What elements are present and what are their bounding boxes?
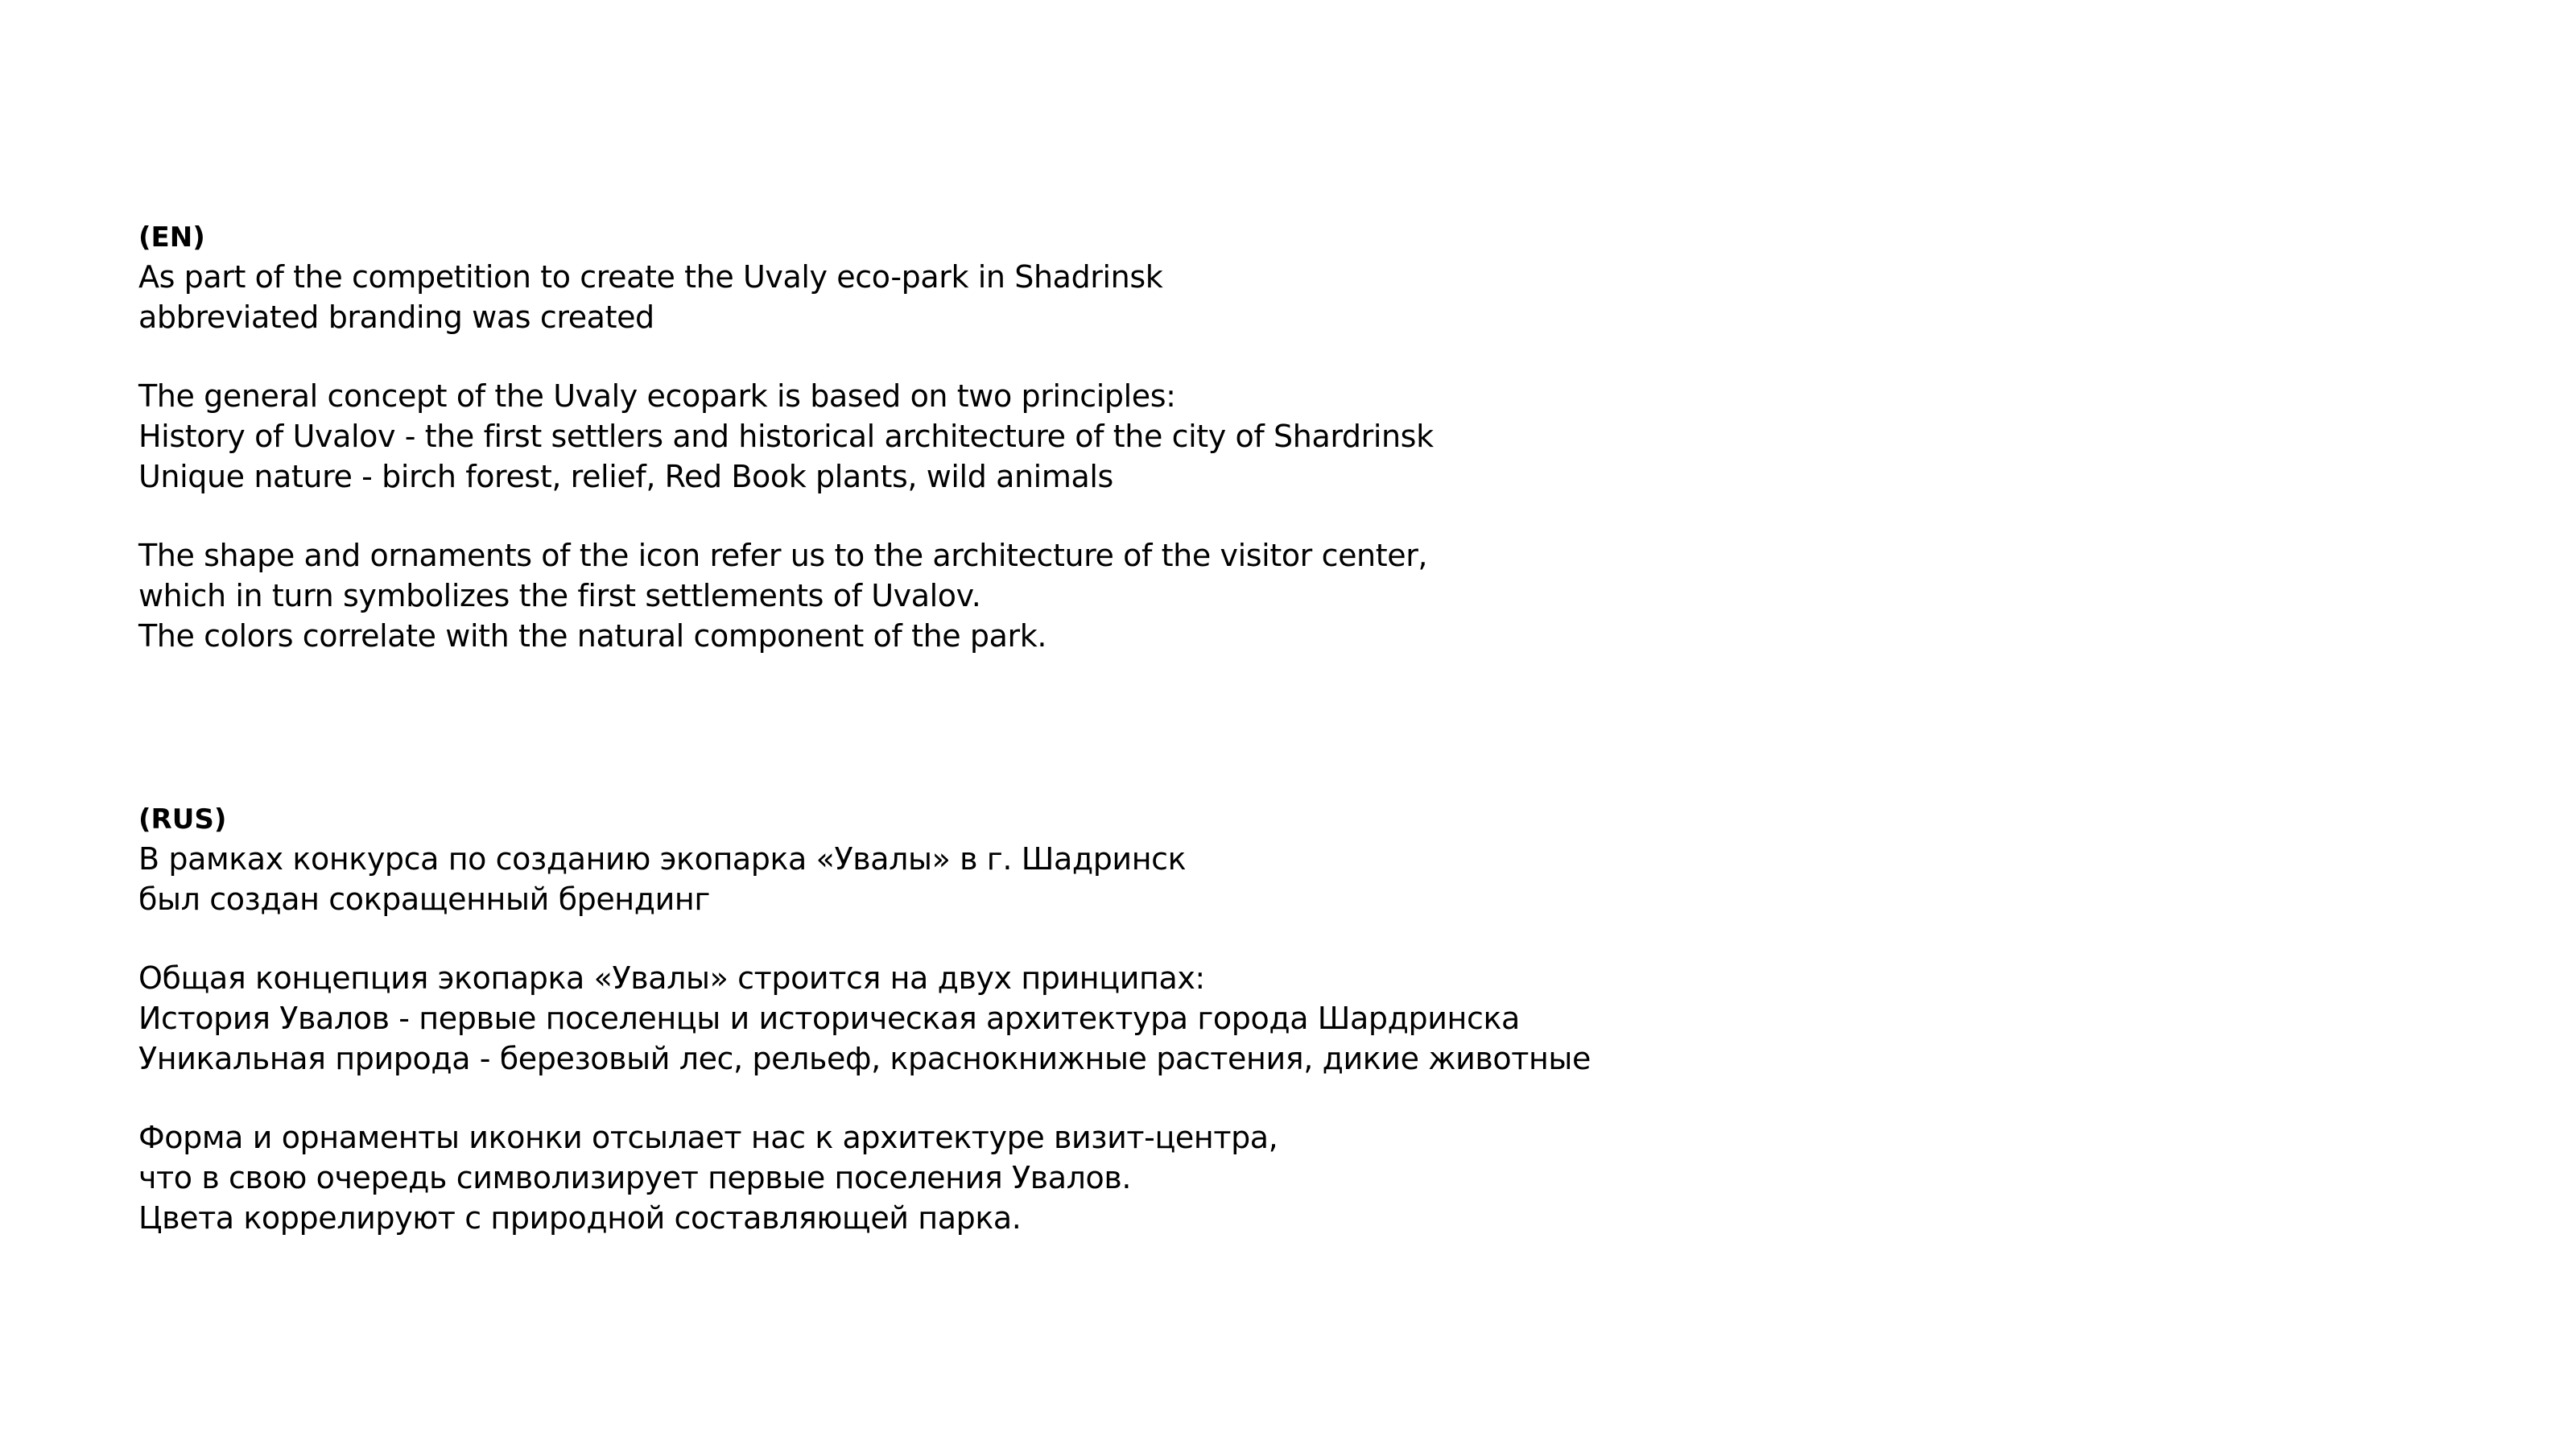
paragraph-en-intro xyxy=(138,258,1434,337)
text-line: В рамках конкурса по созданию экопарка «Увалы» в г. Шадринск xyxy=(138,841,1187,877)
section-heading-ru: (RUS) xyxy=(138,803,227,836)
text-line: Форма и орнаменты иконки отсылает нас к архитектуре визит-центра, xyxy=(138,1120,1278,1156)
paragraph-ru-intro xyxy=(138,840,1591,919)
text-line: The general concept of the Uvaly ecopark is based on two principles: xyxy=(138,378,1176,415)
text-line: History of Uvalov - the first settlers and historical architecture of the city of Shardrinsk xyxy=(138,419,1434,455)
text-line: Цвета коррелируют с природной составляющей парка. xyxy=(138,1199,1022,1236)
text-line: был создан сокращенный брендинг xyxy=(138,881,710,917)
section-en xyxy=(138,217,1434,696)
text-line: История Увалов - первые поселенцы и историческая архитектура города Шардринска xyxy=(138,1001,1520,1037)
text-line: что в свою очередь символизирует первые поселения Увалов. xyxy=(138,1160,1132,1196)
text-line: abbreviated branding was created xyxy=(138,299,654,335)
text-line: Уникальная природа - березовый лес, рельеф, краснокнижные растения, дикие животные xyxy=(138,1040,1591,1076)
text-line: As part of the competition to create the Uvaly eco-park in Shadrinsk xyxy=(138,259,1163,295)
text-line: which in turn symbolizes the first settlements of Uvalov. xyxy=(138,578,981,614)
text-line: Общая концепция экопарка «Увалы» строится на двух принципах: xyxy=(138,960,1205,997)
paragraph-en-icon xyxy=(138,536,1434,656)
text-line: The colors correlate with the natural component of the park. xyxy=(138,617,1047,654)
paragraph-ru-icon xyxy=(138,1118,1591,1238)
paragraph-ru-concept xyxy=(138,959,1591,1079)
section-ru xyxy=(138,799,1591,1278)
paragraph-en-concept xyxy=(138,377,1434,497)
section-heading-en: (EN) xyxy=(138,221,205,254)
text-line: The shape and ornaments of the icon refer us to the architecture of the visitor center, xyxy=(138,538,1428,574)
text-line: Unique nature - birch forest, relief, Red Book plants, wild animals xyxy=(138,458,1113,494)
